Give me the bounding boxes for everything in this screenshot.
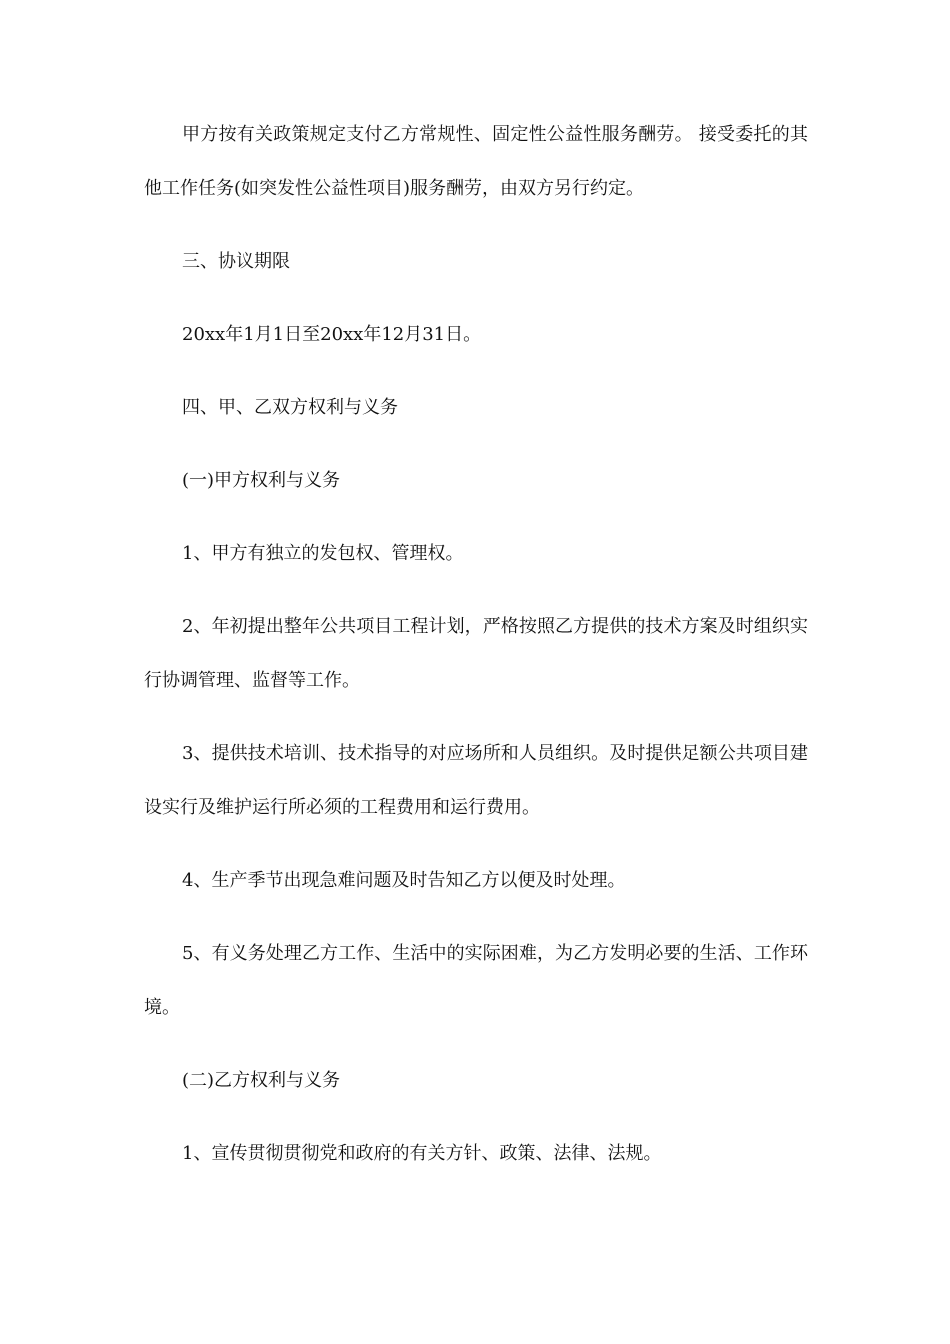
party-b-item-1: 1、宣传贯彻贯彻党和政府的有关方针、政策、法律、法规。	[182, 1143, 662, 1164]
subheading-party-a: (一)甲方权利与义务	[182, 470, 341, 491]
party-a-item-4: 4、生产季节出现急难问题及时告知乙方以便及时处理。	[182, 870, 626, 891]
heading-rights-obligations: 四、甲、乙双方权利与义务	[182, 397, 398, 418]
paragraph-payment-terms: 甲方按有关政策规定支付乙方常规性、固定性公益性服务酬劳。 接受委托的其他工作任务(如突发性公益性项目)服务酬劳，由双方另行约定。	[144, 124, 808, 199]
party-a-item-3: 3、提供技术培训、技术指导的对应场所和人员组织。及时提供足额公共项目建设实行及维护运行所必须的工程费用和运行费用。	[144, 743, 808, 818]
paragraph-term-dates: 20xx年1月1日至20xx年12月31日。	[182, 324, 482, 345]
party-a-item-2: 2、年初提出整年公共项目工程计划，严格按照乙方提供的技术方案及时组织实行协调管理、监督等工作。	[144, 616, 808, 691]
heading-agreement-term: 三、协议期限	[182, 251, 290, 272]
subheading-party-b: (二)乙方权利与义务	[182, 1070, 341, 1091]
party-a-item-5: 5、有义务处理乙方工作、生活中的实际困难，为乙方发明必要的生活、工作环境。	[144, 943, 808, 1018]
document-body	[144, 108, 808, 1181]
party-a-item-1: 1、甲方有独立的发包权、管理权。	[182, 543, 464, 564]
